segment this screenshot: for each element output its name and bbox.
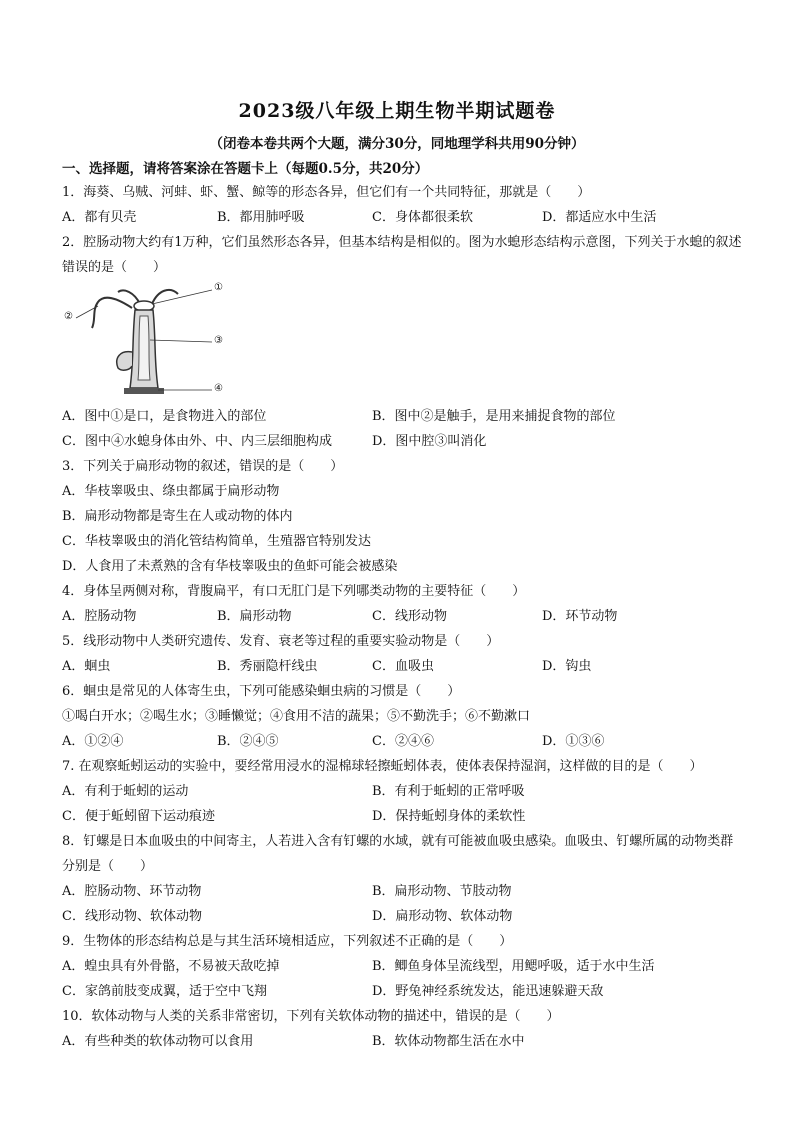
question-7-options-row2: [62, 804, 742, 829]
option-d: D．人食用了未煮熟的含有华枝睾吸虫的鱼虾可能会被感染: [62, 559, 398, 574]
question-2-stem: 2．腔肠动物大约有1万种，它们虽然形态各异，但基本结构是相似的。图为水螅形态结构示意图，下列关于水螅的叙述错误的是（ ）: [62, 235, 742, 275]
option-a: A．有利于蚯蚓的运动: [62, 784, 189, 799]
option-d: D．都适应水中生活: [542, 210, 657, 225]
question-1-stem: 1．海葵、乌贼、河蚌、虾、蟹、鲸等的形态各异，但它们有一个共同特征，那就是（ ）: [62, 185, 591, 200]
option-a: A．蝗虫具有外骨骼，不易被天敌吃掉: [62, 959, 280, 974]
question-4-options: [62, 604, 742, 629]
question-2-options-row2: [62, 429, 742, 454]
question-10-options-row1: [62, 1029, 742, 1054]
page-title: 2023级八年级上期生物半期试题卷: [238, 100, 556, 122]
option-d: D．扁形动物、软体动物: [372, 909, 513, 924]
option-d: D．环节动物: [542, 609, 618, 624]
question-9-options-row1: [62, 954, 742, 979]
option-b: B．秀丽隐杆线虫: [217, 659, 318, 674]
option-a: A．腔肠动物: [62, 609, 137, 624]
question-4-stem: 4．身体呈两侧对称，背腹扁平，有口无肛门是下列哪类动物的主要特征（ ）: [62, 584, 526, 599]
option-b: B．扁形动物: [217, 609, 292, 624]
option-d: D．①③⑥: [542, 734, 605, 749]
figure-label-4: ④: [214, 383, 223, 394]
question-9-stem: 9．生物体的形态结构总是与其生活环境相适应，下列叙述不正确的是（ ）: [62, 934, 513, 949]
option-c: C．图中④水螅身体由外、中、内三层细胞构成: [62, 434, 332, 449]
option-b: B．扁形动物、节肢动物: [372, 884, 512, 899]
option-d: D．钩虫: [542, 659, 592, 674]
questions: [62, 180, 742, 1054]
option-c: C．线形动物: [372, 609, 447, 624]
question-8-stem: 8．钉螺是日本血吸虫的中间寄主，人若进入含有钉螺的水域，就有可能被血吸虫感染。血吸虫、钉螺所属的动物类群分别是（ ）: [62, 834, 734, 874]
figure-label-2: ②: [64, 311, 73, 322]
option-a: A．①②④: [62, 734, 124, 749]
option-d: D．野兔神经系统发达，能迅速躲避天敌: [372, 984, 604, 999]
exam-subtitle: （闭卷本卷共两个大题，满分30分，同地理学科共用90分钟）: [209, 136, 585, 152]
option-b: B．图中②是触手，是用来捕捉食物的部位: [372, 409, 616, 424]
option-c: C．家鸽前肢变成翼，适于空中飞翔: [62, 984, 267, 999]
question-3-stem: 3．下列关于扁形动物的叙述，错误的是（ ）: [62, 459, 344, 474]
question-6-stem: 6．蛔虫是常见的人体寄生虫，下列可能感染蛔虫病的习惯是（ ）: [62, 684, 461, 699]
option-a: A．蛔虫: [62, 659, 111, 674]
figure-label-1: ①: [214, 282, 223, 293]
question-6-items: ①喝白开水；②喝生水；③睡懒觉；④食用不洁的蔬果；⑤不勤洗手；⑥不勤漱口: [62, 709, 531, 724]
question-6-options: [62, 729, 742, 754]
option-c: C．线形动物、软体动物: [62, 909, 202, 924]
figure-label-3: ③: [214, 335, 223, 346]
question-8-options-row2: [62, 904, 742, 929]
option-a: A．华枝睾吸虫、绦虫都属于扁形动物: [62, 484, 280, 499]
question-7-options-row1: [62, 779, 742, 804]
option-c: C．华枝睾吸虫的消化管结构简单，生殖器官特别发达: [62, 534, 371, 549]
option-a: A．图中①是口，是食物进入的部位: [62, 409, 267, 424]
question-9-options-row2: [62, 979, 742, 1004]
option-c: C．②④⑥: [372, 734, 434, 749]
option-a: A．都有贝壳: [62, 210, 137, 225]
option-c: C．身体都很柔软: [372, 210, 473, 225]
option-a: A．腔肠动物、环节动物: [62, 884, 202, 899]
hydra-figure: [62, 280, 262, 404]
question-10-stem: 10．软体动物与人类的关系非常密切，下列有关软体动物的描述中，错误的是（ ）: [62, 1009, 560, 1024]
option-b: B．扁形动物都是寄生在人或动物的体内: [62, 509, 293, 524]
option-b: B．都用肺呼吸: [217, 210, 305, 225]
option-b: B．软体动物都生活在水中: [372, 1034, 525, 1049]
option-c: C．便于蚯蚓留下运动痕迹: [62, 809, 215, 824]
question-8-options-row1: [62, 879, 742, 904]
option-b: B．②④⑤: [217, 734, 279, 749]
hydra-diagram: [62, 280, 262, 404]
option-b: B．鲫鱼身体呈流线型，用鳃呼吸，适于水中生活: [372, 959, 655, 974]
option-b: B．有利于蚯蚓的正常呼吸: [372, 784, 525, 799]
question-5-options: [62, 654, 742, 679]
option-d: D．图中腔③叫消化: [372, 434, 487, 449]
option-d: D．保持蚯蚓身体的柔软性: [372, 809, 526, 824]
section-heading: 一、选择题，请将答案涂在答题卡上（每题0.5分，共20分）: [62, 161, 429, 177]
question-7-stem: 7. 在观察蚯蚓运动的实验中，要经常用浸水的湿棉球轻擦蚯蚓体表，使体表保持湿润，这样做的目的是（ ）: [62, 759, 703, 774]
option-c: C．血吸虫: [372, 659, 434, 674]
option-a: A．有些种类的软体动物可以食用: [62, 1034, 254, 1049]
question-5-stem: 5．线形动物中人类研究遗传、发育、衰老等过程的重要实验动物是（ ）: [62, 634, 500, 649]
question-2-options-row1: [62, 404, 742, 429]
question-1-options: [62, 205, 742, 230]
